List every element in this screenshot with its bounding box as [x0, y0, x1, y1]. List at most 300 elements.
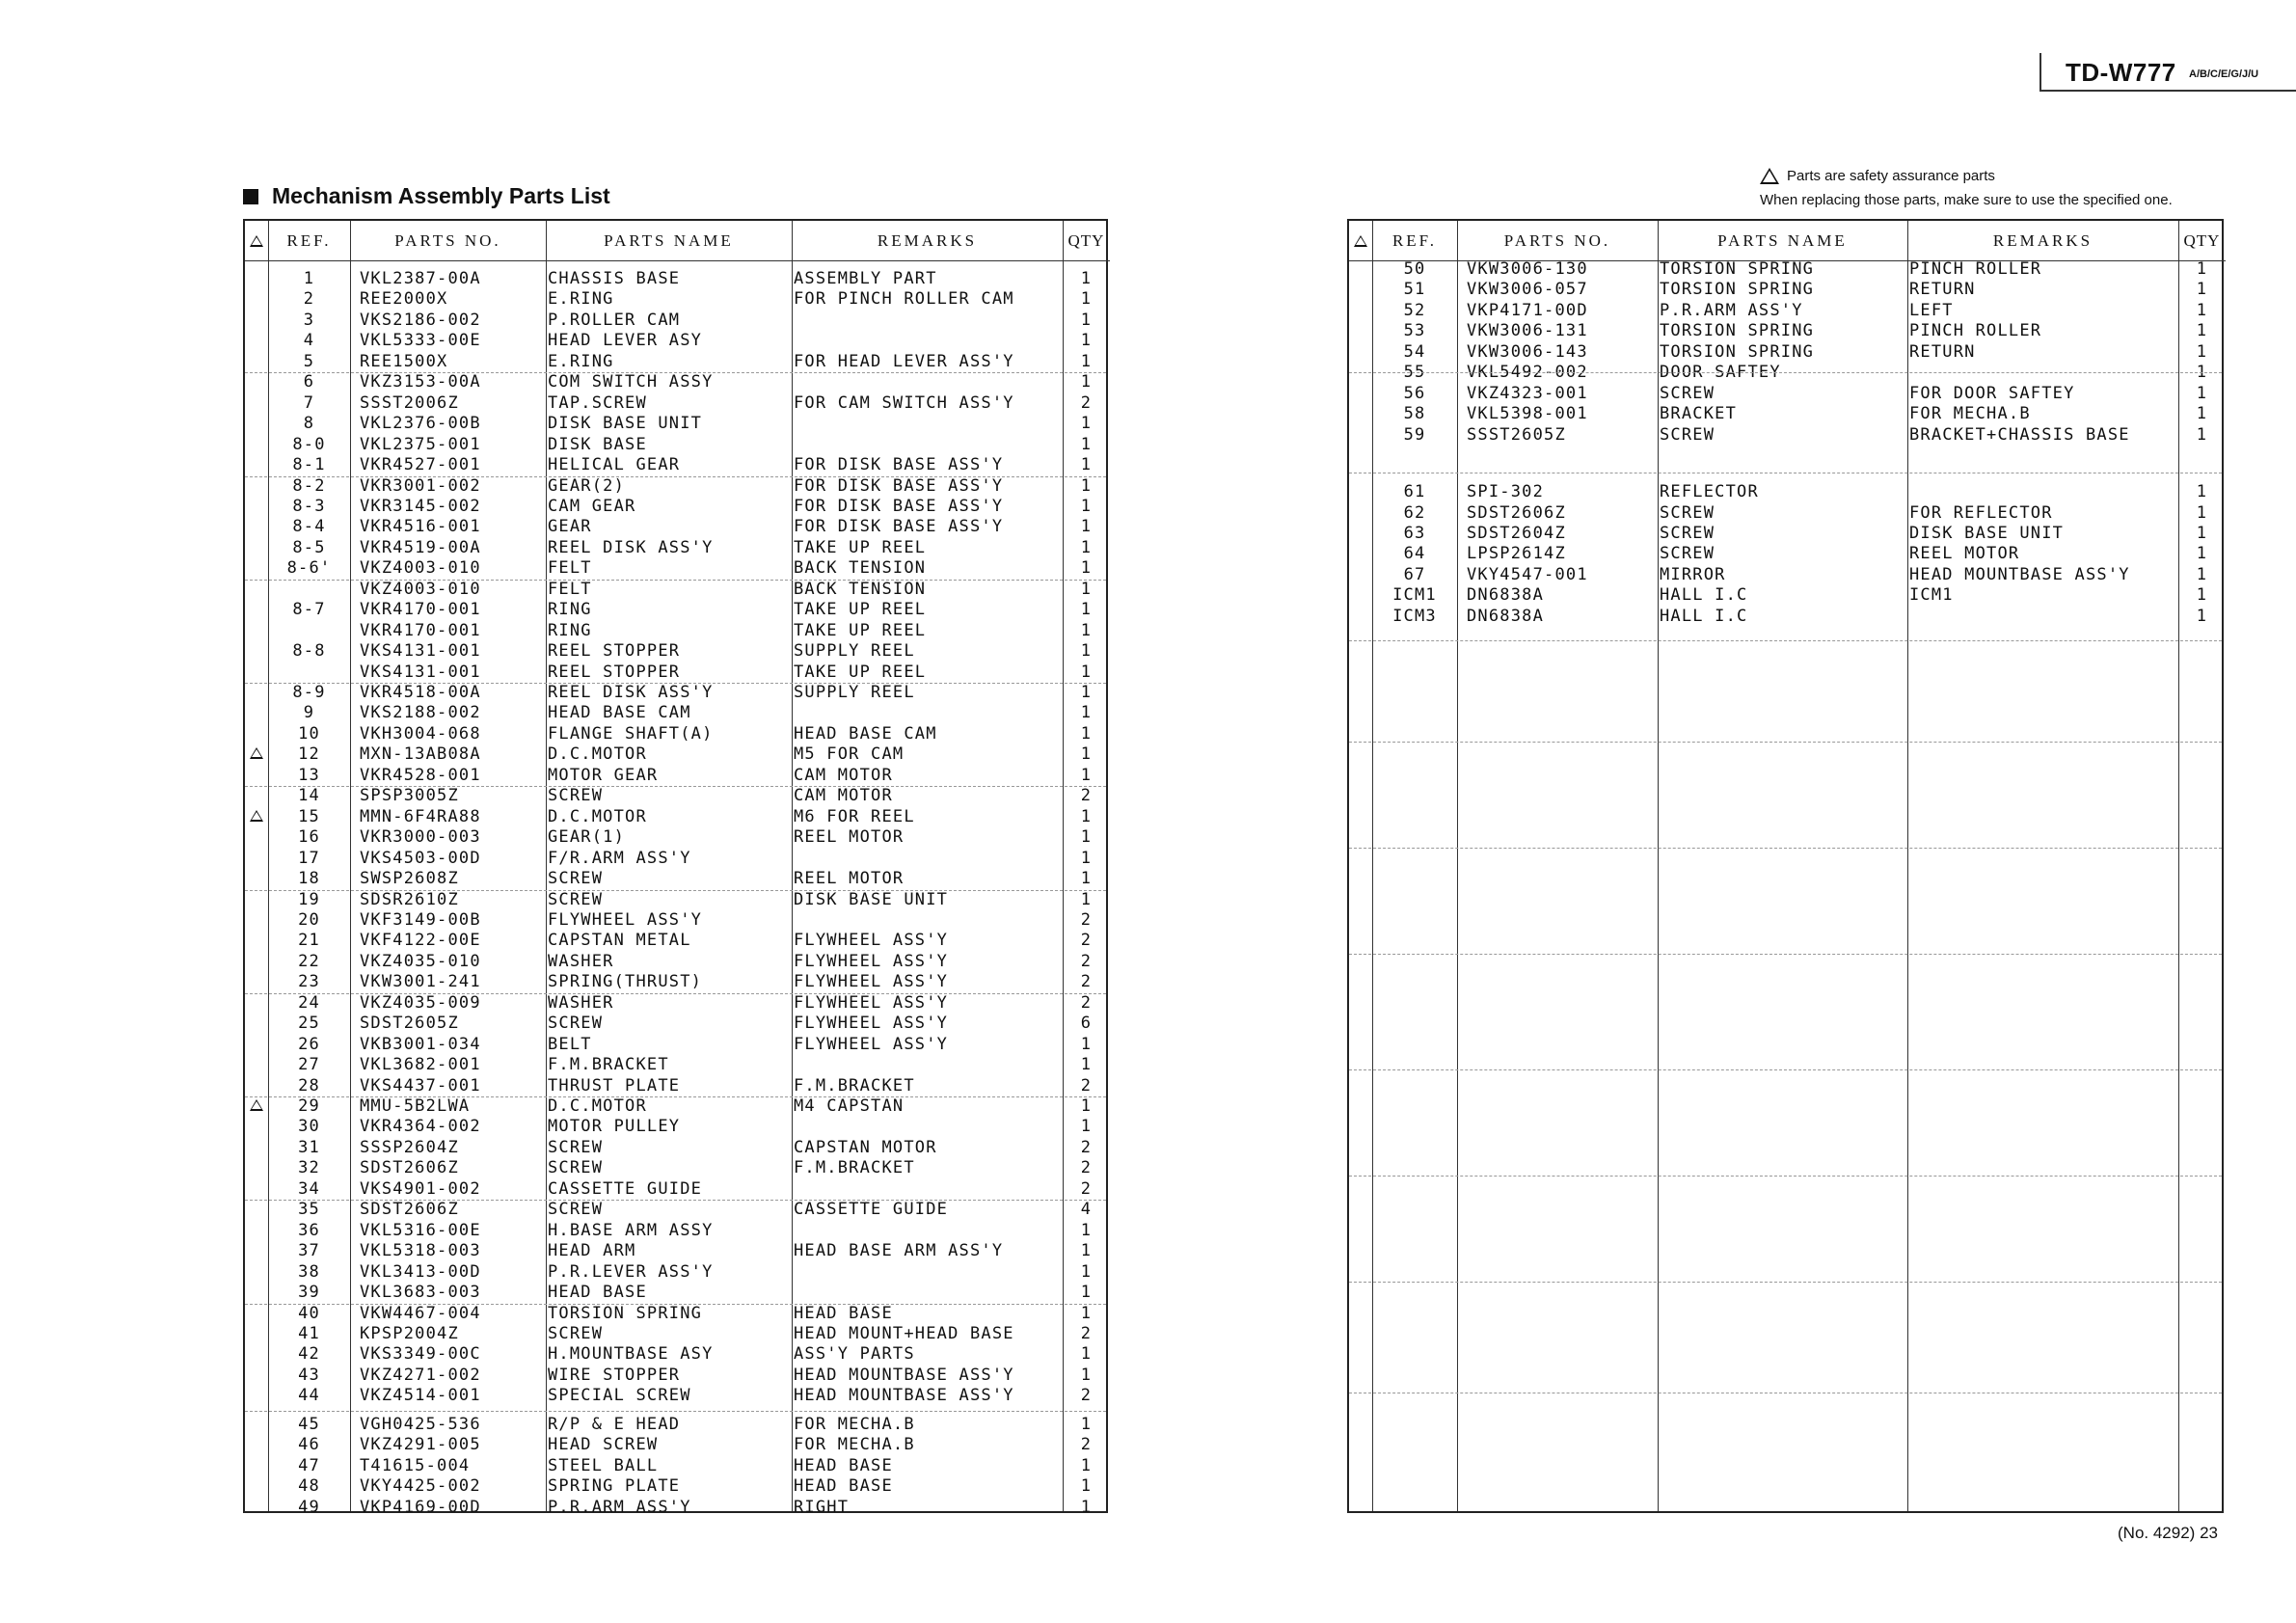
ref-cell: 8-6'	[286, 558, 332, 579]
remarks-cell: FLYWHEEL ASS'Y	[794, 1014, 949, 1034]
ref-cell: 7	[303, 392, 315, 413]
qty-cell: 1	[1080, 1476, 1093, 1497]
remarks-cell: FOR MECHA.B	[794, 1435, 915, 1455]
parts-no-cell: VKS4901-002	[360, 1178, 481, 1199]
warning-triangle-icon	[1760, 168, 1779, 184]
qty-cell: 1	[1080, 1096, 1093, 1116]
parts-name-cell: SCREW	[548, 786, 604, 806]
qty-cell: 1	[1080, 1241, 1093, 1261]
row-group-divider	[1349, 848, 2222, 849]
qty-cell: 1	[1080, 869, 1093, 889]
remarks-cell: HEAD MOUNTBASE ASS'Y	[794, 1365, 1014, 1385]
qty-cell: 1	[1080, 641, 1093, 662]
ref-cell: 19	[298, 889, 320, 909]
parts-no-cell: VKZ4003-010	[360, 558, 481, 579]
safety-cell	[245, 1179, 268, 1200]
qty-cell: 2	[1080, 1137, 1093, 1157]
qty-cell: 1	[2196, 363, 2208, 383]
remarks-cell: RIGHT	[794, 1497, 850, 1517]
ref-cell: 4	[303, 331, 315, 351]
parts-name-cell: HALL I.C	[1660, 585, 1748, 606]
row-group-divider	[1349, 372, 2222, 373]
parts-no-cell: SSST2006Z	[360, 392, 459, 413]
ref-cell: 39	[298, 1283, 320, 1303]
parts-name-cell: TORSION SPRING	[548, 1303, 703, 1323]
remarks-cell: FOR DISK BASE ASS'Y	[794, 455, 1004, 475]
qty-cell: 1	[1080, 517, 1093, 537]
header-safety	[245, 221, 268, 261]
col-divider	[1907, 221, 1908, 1511]
ref-cell	[268, 621, 350, 641]
parts-name-cell: H.BASE ARM ASSY	[548, 1220, 714, 1240]
remarks-cell	[794, 910, 1063, 931]
qty-cell: 2	[1080, 392, 1093, 413]
ref-cell: 17	[298, 848, 320, 868]
parts-name-cell: SPECIAL SCREW	[548, 1386, 691, 1406]
remarks-cell: FOR REFLECTOR	[1909, 502, 2053, 523]
parts-no-cell: VKS4131-001	[360, 662, 481, 682]
ref-cell: 36	[298, 1220, 320, 1240]
safety-cell	[245, 786, 268, 806]
row-group-divider	[245, 683, 1106, 684]
parts-name-cell: RING	[548, 600, 592, 620]
remarks-cell	[1909, 607, 2178, 627]
parts-no-cell: SDST2605Z	[360, 1014, 459, 1034]
remarks-cell	[794, 331, 1063, 351]
row-group-divider	[245, 1304, 1106, 1305]
parts-name-cell: SPRING PLATE	[548, 1476, 681, 1497]
qty-cell: 1	[1080, 806, 1093, 826]
safety-cell	[245, 269, 268, 289]
parts-no-cell: SPI-302	[1467, 482, 1545, 502]
parts-no-cell: VKL5398-001	[1467, 404, 1588, 424]
parts-no-cell: REE1500X	[360, 351, 448, 371]
remarks-cell	[794, 849, 1063, 869]
safety-cell	[1349, 524, 1372, 544]
qty-cell: 1	[2196, 321, 2208, 341]
parts-no-cell: VKL5316-00E	[360, 1220, 481, 1240]
parts-no-cell: SPSP3005Z	[360, 786, 459, 806]
remarks-cell: TAKE UP REEL	[794, 620, 927, 640]
parts-name-cell: TORSION SPRING	[1660, 259, 1815, 279]
safety-cell	[245, 1262, 268, 1283]
remarks-cell: ICM1	[1909, 585, 1954, 606]
qty-cell: 1	[2196, 300, 2208, 320]
ref-cell: 48	[298, 1476, 320, 1497]
qty-cell: 1	[1080, 1283, 1093, 1303]
ref-cell: 14	[298, 786, 320, 806]
safety-cell	[245, 744, 268, 765]
ref-cell: 6	[303, 372, 315, 392]
col-divider	[1658, 221, 1659, 1511]
ref-cell: 8-7	[292, 600, 326, 620]
qty-cell: 1	[1080, 1117, 1093, 1137]
remarks-cell	[794, 703, 1063, 723]
remarks-cell: ASS'Y PARTS	[794, 1344, 915, 1365]
qty-cell: 1	[1080, 372, 1093, 392]
ref-cell: 8-2	[292, 475, 326, 496]
remarks-cell: M4 CAPSTAN	[794, 1096, 905, 1116]
safety-cell	[245, 352, 268, 372]
qty-cell: 1	[2196, 341, 2208, 362]
parts-no-cell: T41615-004	[360, 1455, 471, 1475]
qty-cell: 2	[1080, 931, 1093, 951]
remarks-cell	[794, 1179, 1063, 1200]
remarks-cell	[794, 1262, 1063, 1283]
parts-name-cell: CHASSIS BASE	[548, 269, 681, 288]
safety-cell	[1349, 585, 1372, 606]
row-group-divider	[245, 1200, 1106, 1201]
parts-no-cell: SDST2606Z	[360, 1158, 459, 1178]
qty-cell: 1	[1080, 662, 1093, 682]
parts-name-cell: SCREW	[1660, 424, 1715, 445]
parts-name-cell: P.R.ARM ASS'Y	[548, 1497, 691, 1517]
remarks-cell: RETURN	[1909, 280, 1976, 300]
parts-table-left	[243, 219, 1108, 1517]
qty-cell: 1	[1080, 331, 1093, 351]
parts-table-right	[1347, 219, 2224, 1513]
parts-name-cell: REEL STOPPER	[548, 662, 681, 682]
remarks-cell: PINCH ROLLER	[1909, 259, 2042, 279]
qty-cell: 4	[1080, 1200, 1093, 1220]
remarks-cell	[794, 372, 1063, 392]
parts-name-cell: RING	[548, 620, 592, 640]
parts-no-cell: VKW3006-130	[1467, 259, 1588, 279]
ref-cell: 21	[298, 931, 320, 951]
row-group-divider	[245, 476, 1106, 477]
remarks-cell: HEAD BASE CAM	[794, 723, 937, 744]
parts-no-cell: VKR3001-002	[360, 475, 481, 496]
remarks-cell: FLYWHEEL ASS'Y	[794, 972, 949, 992]
ref-cell: 42	[298, 1344, 320, 1365]
parts-name-cell: SCREW	[548, 869, 604, 889]
safety-cell	[245, 1366, 268, 1386]
parts-no-cell: DN6838A	[1467, 606, 1545, 626]
row-group-divider	[245, 993, 1106, 994]
parts-name-cell: HELICAL GEAR	[548, 455, 681, 475]
ref-cell: 22	[298, 951, 320, 971]
ref-cell: 10	[298, 723, 320, 744]
parts-name-cell: E.RING	[548, 289, 614, 310]
qty-cell: 1	[2196, 544, 2208, 564]
ref-cell: 9	[303, 703, 315, 723]
parts-no-cell: SDST2606Z	[360, 1200, 459, 1220]
ref-cell: 67	[1403, 564, 1426, 584]
qty-cell: 2	[1080, 1386, 1093, 1406]
header-qty: QTY	[2178, 221, 2226, 261]
ref-cell: 58	[1403, 404, 1426, 424]
safety-cell	[245, 993, 268, 1014]
ref-cell: 23	[298, 972, 320, 992]
parts-name-cell: CASSETTE GUIDE	[548, 1178, 703, 1199]
parts-name-cell: FLYWHEEL ASS'Y	[548, 909, 703, 930]
parts-no-cell: VKS2186-002	[360, 310, 481, 330]
remarks-cell: HEAD MOUNT+HEAD BASE	[794, 1323, 1014, 1343]
remarks-cell: SUPPLY REEL	[794, 641, 915, 662]
remarks-cell: BACK TENSION	[794, 558, 927, 579]
parts-no-cell: VKB3001-034	[360, 1034, 481, 1054]
parts-no-cell: VKH3004-068	[360, 723, 481, 744]
ref-cell: 27	[298, 1055, 320, 1075]
qty-cell: 1	[1080, 1220, 1093, 1240]
parts-no-cell: VKL2376-00B	[360, 414, 481, 434]
parts-name-cell: D.C.MOTOR	[548, 806, 647, 826]
parts-name-cell: REEL DISK ASS'Y	[548, 683, 714, 702]
parts-name-cell: SCREW	[1660, 523, 1715, 543]
safety-cell	[245, 663, 268, 683]
parts-name-cell: MOTOR PULLEY	[548, 1117, 681, 1137]
qty-cell: 1	[1080, 683, 1093, 702]
qty-cell: 2	[1080, 909, 1093, 930]
parts-no-cell: VKF3149-00B	[360, 909, 481, 930]
remarks-cell: RETURN	[1909, 341, 1976, 362]
safety-cell	[245, 1241, 268, 1261]
header-parts-name: PARTS NAME	[1658, 221, 1907, 261]
parts-name-cell: CAPSTAN METAL	[548, 931, 691, 951]
safety-cell	[245, 724, 268, 744]
parts-no-cell: SSST2605Z	[1467, 424, 1566, 445]
remarks-cell: FOR PINCH ROLLER CAM	[794, 289, 1014, 310]
remarks-cell: FOR DOOR SAFTEY	[1909, 383, 2075, 403]
parts-name-cell: SCREW	[548, 1137, 604, 1157]
remarks-cell	[794, 1283, 1063, 1303]
remarks-cell: FOR DISK BASE ASS'Y	[794, 496, 1004, 516]
ref-cell: 29	[298, 1096, 320, 1116]
qty-cell: 1	[2196, 564, 2208, 584]
safety-cell	[245, 1456, 268, 1476]
remarks-cell: FLYWHEEL ASS'Y	[794, 992, 949, 1013]
qty-cell: 1	[1080, 434, 1093, 454]
safety-cell	[245, 703, 268, 723]
remarks-cell	[794, 435, 1063, 455]
qty-cell: 1	[1080, 703, 1093, 723]
qty-cell: 1	[1080, 455, 1093, 475]
col-divider	[792, 221, 793, 1511]
safety-cell	[245, 849, 268, 869]
header-safety	[1349, 221, 1372, 261]
safety-cell	[245, 1138, 268, 1158]
ref-cell: 40	[298, 1303, 320, 1323]
parts-no-cell: VKR4516-001	[360, 517, 481, 537]
parts-name-cell: SCREW	[548, 1014, 604, 1034]
parts-name-cell: HALL I.C	[1660, 606, 1748, 626]
parts-no-cell: VKL5333-00E	[360, 331, 481, 351]
remarks-cell	[794, 414, 1063, 434]
safety-cell	[245, 517, 268, 537]
qty-cell: 1	[1080, 848, 1093, 868]
safety-cell	[245, 683, 268, 703]
safety-cell	[245, 766, 268, 786]
remarks-cell: HEAD MOUNTBASE ASS'Y	[1909, 564, 2130, 584]
ref-cell	[268, 663, 350, 683]
parts-no-cell: SDST2604Z	[1467, 523, 1566, 543]
parts-no-cell: SWSP2608Z	[360, 869, 459, 889]
parts-no-cell: VKS3349-00C	[360, 1344, 481, 1365]
safety-cell	[245, 952, 268, 972]
parts-no-cell: VKS4131-001	[360, 641, 481, 662]
remarks-cell	[794, 1055, 1063, 1075]
row-group-divider	[245, 1096, 1106, 1097]
safety-cell	[1349, 259, 1372, 280]
parts-no-cell: VKS4503-00D	[360, 848, 481, 868]
qty-cell: 2	[1080, 1435, 1093, 1455]
parts-name-cell: STEEL BALL	[548, 1455, 659, 1475]
remarks-cell: REEL MOTOR	[794, 827, 905, 848]
parts-no-cell: VKL3413-00D	[360, 1261, 481, 1282]
ref-cell: 5	[303, 351, 315, 371]
parts-name-cell: GEAR(2)	[548, 475, 626, 496]
safety-cell	[245, 1158, 268, 1178]
parts-no-cell: VKR4170-001	[360, 600, 481, 620]
row-group-divider	[1349, 1282, 2222, 1283]
doc-number: (No. 4292)	[2118, 1524, 2196, 1542]
ref-cell: 8-4	[292, 517, 326, 537]
ref-cell: 44	[298, 1386, 320, 1406]
remarks-cell: CASSETTE GUIDE	[794, 1200, 949, 1220]
remarks-cell: HEAD MOUNTBASE ASS'Y	[794, 1386, 1014, 1406]
remarks-cell: FLYWHEEL ASS'Y	[794, 1034, 949, 1054]
parts-no-cell: VKZ4514-001	[360, 1386, 481, 1406]
safety-note-text1: Parts are safety assurance parts	[1787, 168, 1995, 184]
warning-triangle-icon	[250, 747, 263, 759]
parts-no-cell: VKR4170-001	[360, 620, 481, 640]
parts-no-cell: VKZ4323-001	[1467, 383, 1588, 403]
remarks-cell: FOR MECHA.B	[794, 1414, 915, 1434]
warning-triangle-icon	[250, 810, 263, 822]
remarks-cell: HEAD BASE	[794, 1455, 893, 1475]
parts-no-cell: VKZ4035-010	[360, 951, 481, 971]
safety-cell	[245, 1221, 268, 1241]
parts-name-cell: SCREW	[1660, 383, 1715, 403]
header-parts-name: PARTS NAME	[546, 221, 792, 261]
safety-cell	[1349, 321, 1372, 341]
col-divider	[350, 221, 351, 1511]
parts-name-cell: FELT	[548, 579, 592, 599]
remarks-cell: PINCH ROLLER	[1909, 321, 2042, 341]
ref-cell: 49	[298, 1497, 320, 1517]
parts-name-cell: SCREW	[1660, 544, 1715, 564]
remarks-cell: TAKE UP REEL	[794, 600, 927, 620]
qty-cell: 1	[2196, 383, 2208, 403]
safety-cell	[1349, 280, 1372, 300]
row-group-divider	[245, 372, 1106, 373]
parts-name-cell: F.M.BRACKET	[548, 1055, 669, 1075]
parts-no-cell: VKW4467-004	[360, 1303, 481, 1323]
parts-no-cell: VKF4122-00E	[360, 931, 481, 951]
safety-cell	[245, 538, 268, 558]
parts-name-cell: P.R.LEVER ASS'Y	[548, 1261, 714, 1282]
safety-cell	[245, 827, 268, 848]
qty-cell: 1	[2196, 585, 2208, 606]
safety-cell	[1349, 404, 1372, 424]
safety-cell	[1349, 384, 1372, 404]
row-group-divider	[245, 580, 1106, 581]
header-ref: REF.	[268, 221, 350, 261]
qty-cell: 1	[2196, 424, 2208, 445]
ref-cell: 47	[298, 1455, 320, 1475]
parts-name-cell: REEL DISK ASS'Y	[548, 537, 714, 557]
parts-no-cell: VKR3145-002	[360, 496, 481, 516]
parts-name-cell: SPRING(THRUST)	[548, 972, 703, 992]
remarks-cell: FLYWHEEL ASS'Y	[794, 951, 949, 971]
parts-no-cell: VKR4527-001	[360, 455, 481, 475]
model-variants: A/B/C/E/G/J/U	[2189, 68, 2259, 80]
ref-cell: 59	[1403, 424, 1426, 445]
parts-no-cell: VKS4437-001	[360, 1075, 481, 1096]
ref-cell: 8-3	[292, 496, 326, 516]
row-group-divider	[1349, 742, 2222, 743]
ref-cell: 37	[298, 1241, 320, 1261]
safety-cell	[1349, 544, 1372, 564]
parts-name-cell: DOOR SAFTEY	[1660, 363, 1781, 383]
parts-name-cell: MOTOR GEAR	[548, 765, 659, 785]
safety-cell	[245, 1498, 268, 1518]
parts-name-cell: HEAD BASE	[548, 1283, 647, 1303]
parts-name-cell: REEL STOPPER	[548, 641, 681, 662]
ref-cell: 51	[1403, 280, 1426, 300]
safety-cell	[245, 807, 268, 827]
parts-no-cell: SDST2606Z	[1467, 502, 1566, 523]
qty-cell: 1	[1080, 269, 1093, 288]
remarks-cell: CAM MOTOR	[794, 786, 893, 806]
parts-name-cell: HEAD SCREW	[548, 1435, 659, 1455]
ref-cell: 24	[298, 992, 320, 1013]
ref-cell: 38	[298, 1261, 320, 1282]
parts-name-cell: H.MOUNTBASE ASY	[548, 1344, 714, 1365]
parts-no-cell: VKY4547-001	[1467, 564, 1588, 584]
remarks-cell	[794, 1117, 1063, 1137]
ref-cell: 8-5	[292, 537, 326, 557]
safety-cell	[245, 621, 268, 641]
ref-cell: 8-9	[292, 683, 326, 702]
col-divider	[1457, 221, 1458, 1511]
remarks-cell: BACK TENSION	[794, 579, 927, 599]
parts-no-cell: VKL5318-003	[360, 1241, 481, 1261]
qty-cell: 1	[2196, 606, 2208, 626]
ref-cell: 56	[1403, 383, 1426, 403]
safety-cell	[245, 1117, 268, 1137]
qty-cell: 2	[1080, 972, 1093, 992]
parts-no-cell: VKW3006-131	[1467, 321, 1588, 341]
ref-cell: 34	[298, 1178, 320, 1199]
qty-cell: 2	[1080, 1158, 1093, 1178]
parts-name-cell: TAP.SCREW	[548, 392, 647, 413]
qty-cell: 1	[1080, 475, 1093, 496]
remarks-cell: HEAD BASE	[794, 1303, 893, 1323]
qty-cell: 2	[1080, 786, 1093, 806]
safety-cell	[245, 455, 268, 475]
qty-cell: 1	[1080, 537, 1093, 557]
qty-cell: 1	[2196, 280, 2208, 300]
ref-cell: 20	[298, 909, 320, 930]
page-footer	[2118, 1524, 2218, 1543]
parts-name-cell: SCREW	[548, 889, 604, 909]
qty-cell: 1	[1080, 827, 1093, 848]
parts-no-cell: SDSR2610Z	[360, 889, 459, 909]
parts-no-cell: REE2000X	[360, 289, 448, 310]
parts-no-cell: VKW3001-241	[360, 972, 481, 992]
qty-cell: 1	[1080, 1497, 1093, 1517]
qty-cell: 2	[1080, 951, 1093, 971]
remarks-cell	[794, 311, 1063, 331]
qty-cell: 1	[1080, 620, 1093, 640]
parts-name-cell: TORSION SPRING	[1660, 341, 1815, 362]
parts-name-cell: SCREW	[548, 1158, 604, 1178]
remarks-cell: FOR MECHA.B	[1909, 404, 2031, 424]
parts-name-cell: GEAR(1)	[548, 827, 626, 848]
qty-cell: 2	[1080, 1323, 1093, 1343]
remarks-cell: BRACKET+CHASSIS BASE	[1909, 424, 2130, 445]
